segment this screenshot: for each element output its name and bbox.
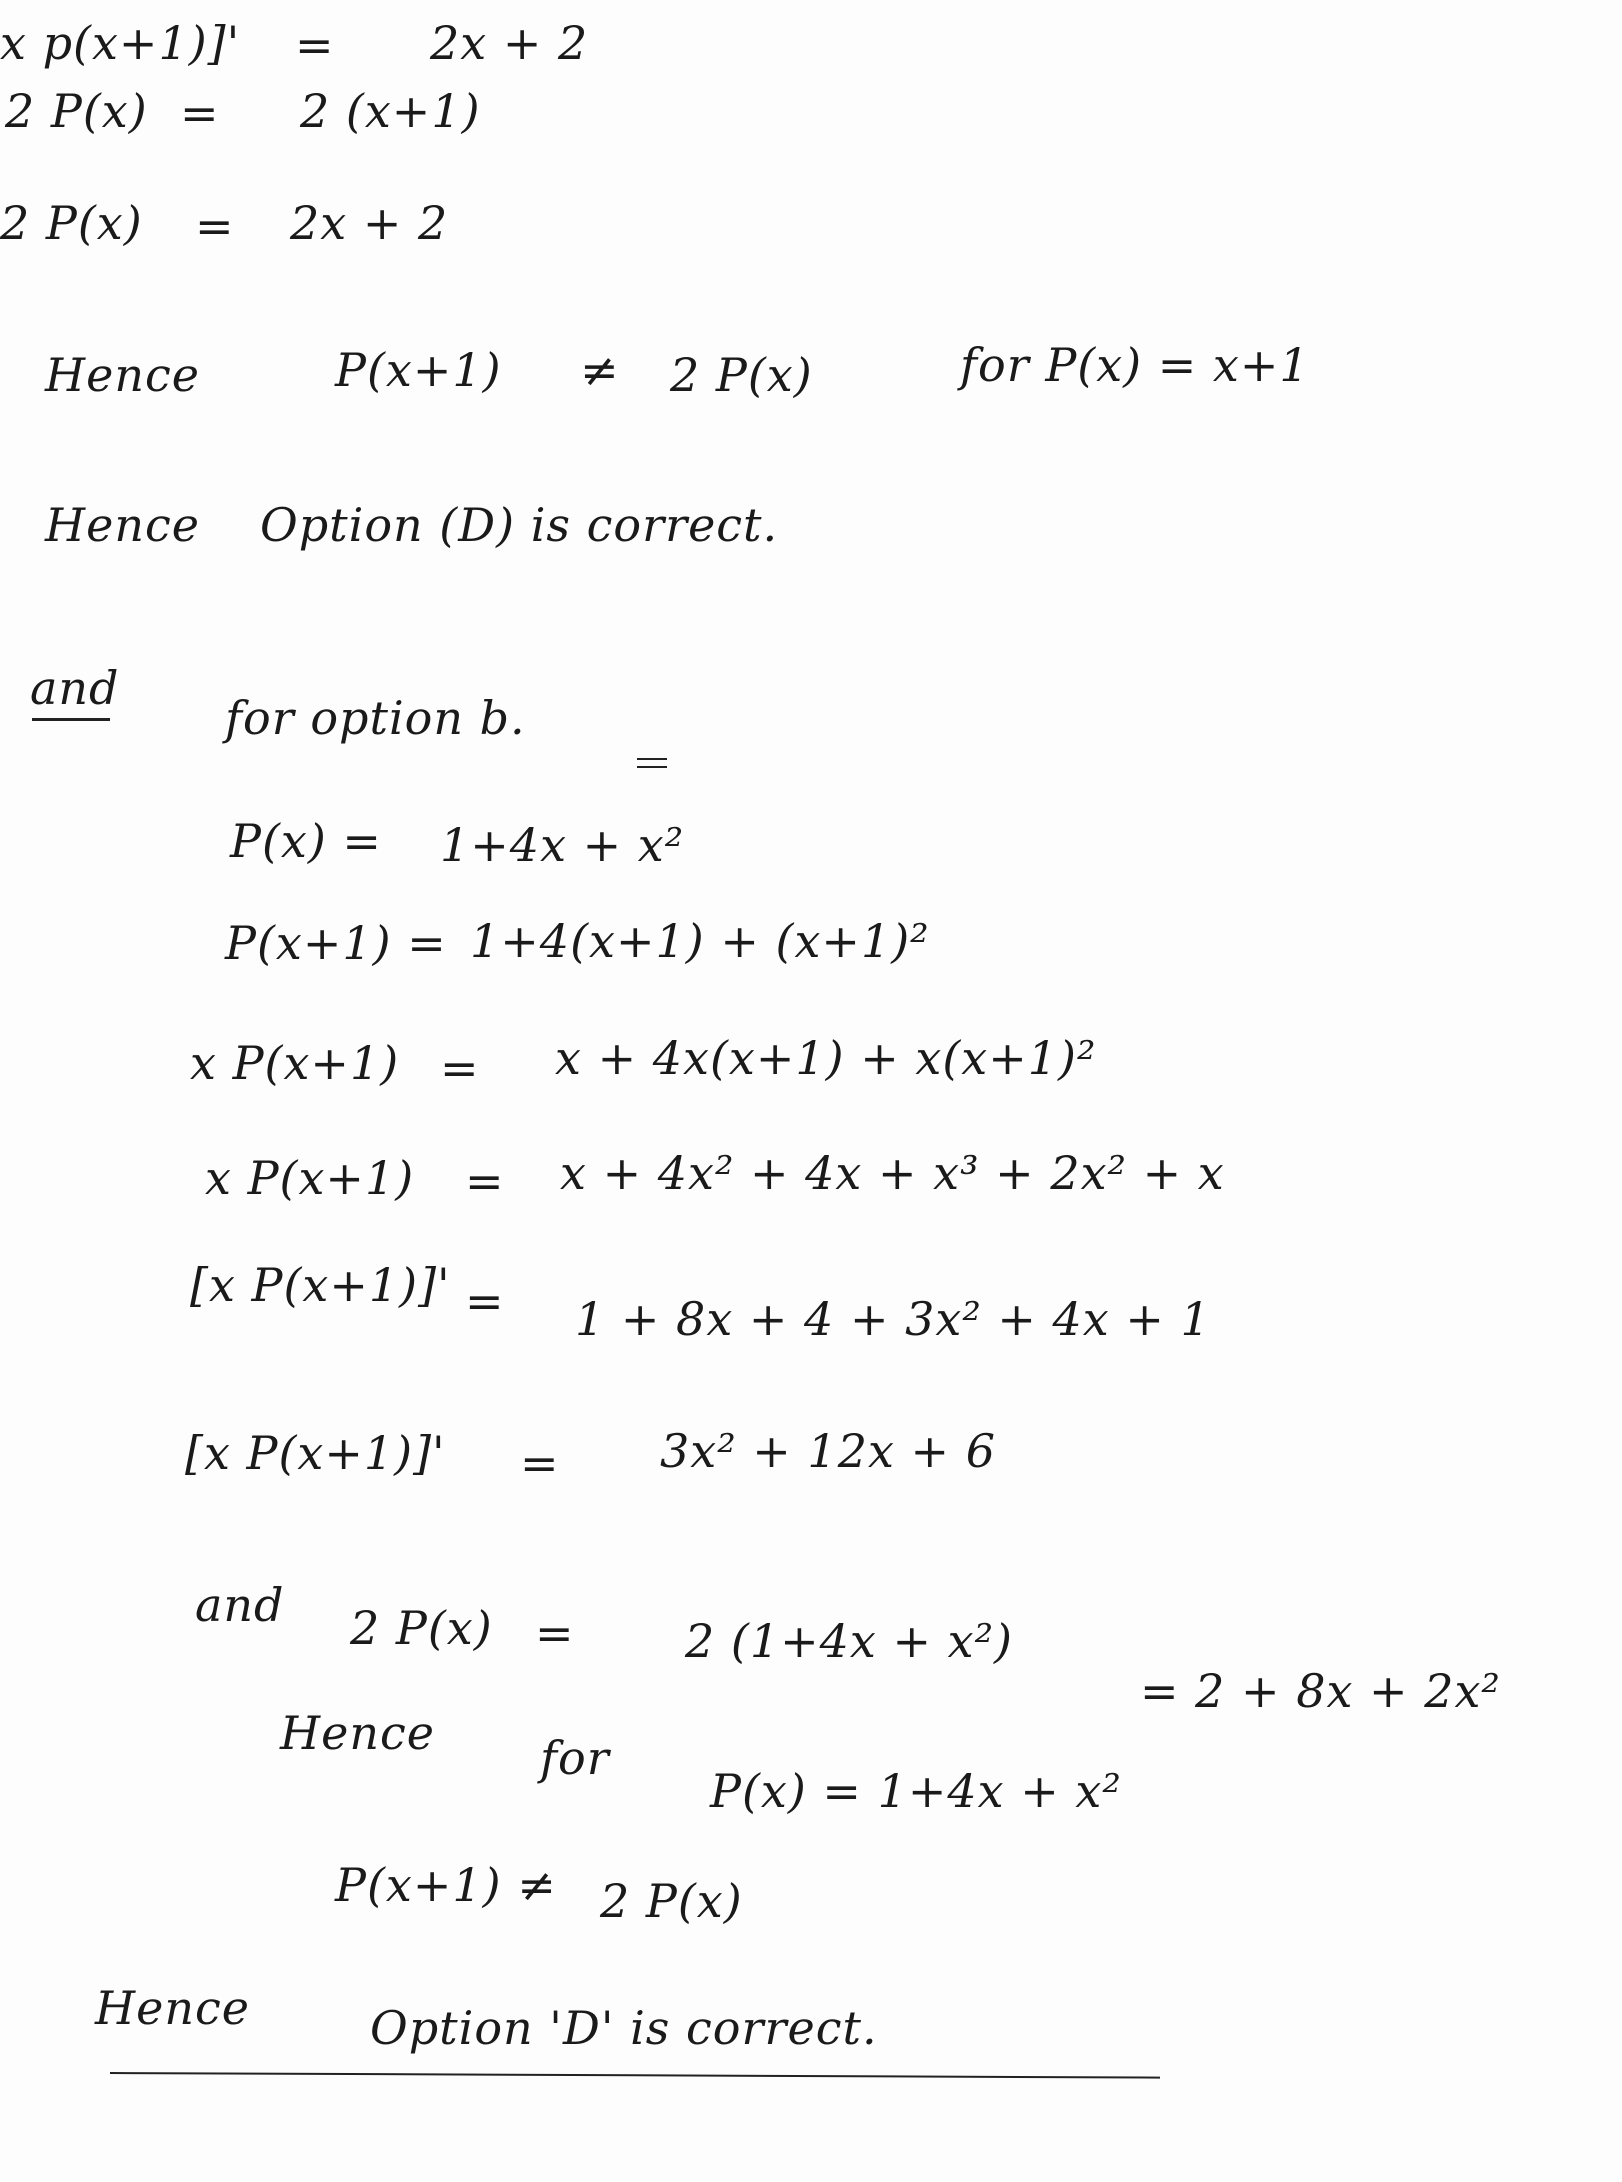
underline <box>637 758 667 760</box>
expanded-result: = 2 + 8x + 2x² <box>1140 1664 1501 1718</box>
math-rhs: 2 (1+4x + x²) <box>685 1614 1013 1668</box>
line-label: Hence <box>45 348 200 402</box>
math-rhs: 2 P(x) <box>670 348 813 402</box>
math-rhs: 2 P(x) <box>600 1874 743 1928</box>
math-rhs: 2 (x+1) <box>300 84 481 138</box>
math-equals: = <box>440 1041 480 1095</box>
math-lhs: P(x+1) = <box>225 916 447 970</box>
statement-text: for <box>540 1731 610 1785</box>
math-equals: = <box>520 1436 560 1490</box>
underline <box>637 766 667 768</box>
math-rhs: 1 + 8x + 4 + 3x² + 4x + 1 <box>575 1292 1211 1346</box>
math-lhs: P(x+1) ≠ <box>335 1858 557 1912</box>
math-equals: = <box>535 1606 575 1660</box>
line-label: Hence <box>95 1981 250 2035</box>
math-rhs: 3x² + 12x + 6 <box>660 1424 996 1478</box>
math-lhs: x P(x+1) <box>190 1036 400 1090</box>
math-equals: = <box>465 1154 505 1208</box>
underline <box>110 2072 1160 2079</box>
math-rhs: x + 4x² + 4x + x³ + 2x² + x <box>560 1146 1225 1200</box>
math-rhs: 2x + 2 <box>430 16 589 70</box>
underline <box>32 718 110 721</box>
math-equals: = <box>465 1274 505 1328</box>
line-label: and <box>30 661 120 715</box>
math-equals: = <box>180 86 220 140</box>
line-label: and <box>195 1578 285 1632</box>
math-lhs: x p(x+1)]' <box>0 16 241 70</box>
conclusion-text: Option 'D' is correct. <box>370 2001 878 2055</box>
conclusion-text: Option (D) is correct. <box>260 498 779 552</box>
math-lhs: x P(x+1) <box>205 1151 415 1205</box>
math-rhs: 1+4(x+1) + (x+1)² <box>470 914 930 968</box>
math-lhs: P(x+1) <box>335 343 502 397</box>
math-rhs: P(x) = 1+4x + x² <box>710 1764 1122 1818</box>
math-lhs: [x P(x+1)]' <box>185 1426 446 1480</box>
line-label: Hence <box>280 1706 435 1760</box>
math-rhs: x + 4x(x+1) + x(x+1)² <box>555 1031 1097 1085</box>
math-lhs: P(x) = <box>230 814 382 868</box>
math-rhs: 1+4x + x² <box>440 818 685 872</box>
math-lhs: 2 P(x) <box>5 84 148 138</box>
condition-text: for P(x) = x+1 <box>960 338 1310 392</box>
line-label: Hence <box>45 498 200 552</box>
math-equals: = <box>295 18 335 72</box>
not-equal-sign: ≠ <box>580 343 620 397</box>
math-lhs: 2 P(x) <box>0 196 143 250</box>
math-lhs: [x P(x+1)]' <box>190 1258 451 1312</box>
statement-text: for option b. <box>225 691 526 745</box>
math-lhs: 2 P(x) <box>350 1601 493 1655</box>
math-equals: = <box>195 199 235 253</box>
math-rhs: 2x + 2 <box>290 196 449 250</box>
